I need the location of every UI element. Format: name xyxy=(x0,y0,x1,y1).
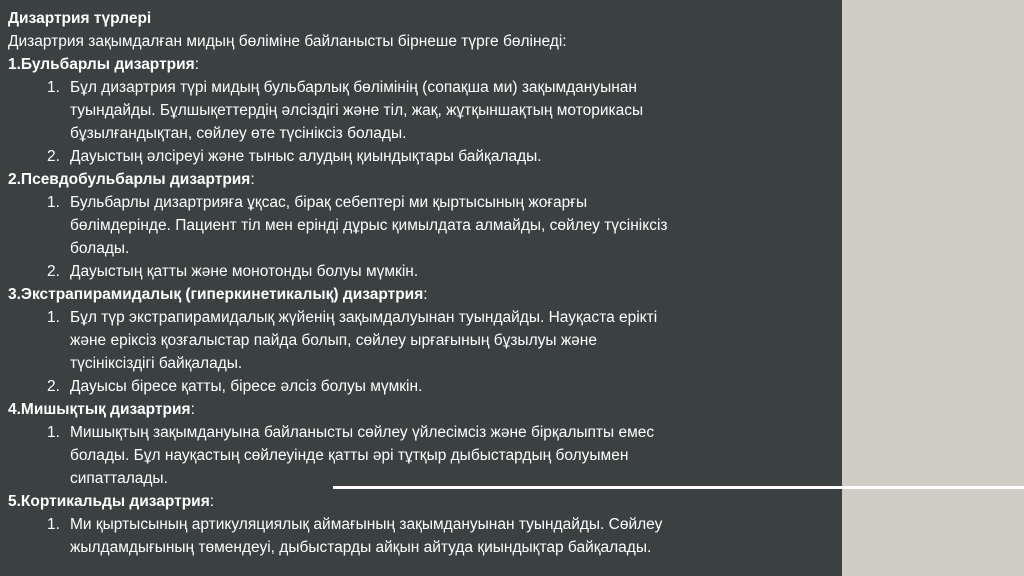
list-item-text-line: Дауыстың қатты және монотонды болуы мүмкін. xyxy=(70,263,419,280)
slide-intro: Дизартрия зақымдалған мидың бөліміне байланысты бірнеше түрге бөлінеді: xyxy=(8,33,567,50)
list-item-text-line: болады. Бұл науқастың сөйлеуінде қатты әрі тұтқыр дыбыстардың болуымен xyxy=(70,447,629,464)
list-item-number: 2. xyxy=(47,263,60,280)
list-item-text-line: Мишықтың зақымдануына байланысты сөйлеу үйлесімсіз және бірқалыпты емес xyxy=(70,424,655,441)
list-item-number: 1. xyxy=(47,516,60,533)
section-heading-text: 4.Мишықтық дизартрия xyxy=(8,401,191,418)
section-heading-text: 3.Экстрапирамидалық (гиперкинетикалық) дизартрия xyxy=(8,286,424,303)
list-item-text-line: бұзылғандықтан, сөйлеу өте түсініксіз болады. xyxy=(70,125,407,142)
section-heading xyxy=(8,490,828,513)
list-item-number: 1. xyxy=(47,424,60,441)
section-item-list xyxy=(8,513,828,559)
section-item-list xyxy=(8,191,828,283)
section-item-list xyxy=(8,306,828,398)
list-item-text-line: Бульбарлы дизартрияға ұқсас, бірақ себептері ми қыртысының жоғарғы xyxy=(70,194,588,211)
sections-container xyxy=(8,53,828,559)
list-item-number: 2. xyxy=(47,148,60,165)
slide-content xyxy=(8,7,828,559)
list-item-text-line: бөлімдерінде. Пациент тіл мен ерінді дұрыс қимылдата алмайды, сөйлеу түсініксіз xyxy=(70,217,668,234)
section-heading-colon: : xyxy=(209,493,215,510)
list-item xyxy=(8,191,828,260)
slide-title: Дизартрия түрлері xyxy=(8,10,152,27)
list-item-number: 1. xyxy=(47,79,60,96)
section-heading xyxy=(8,168,828,191)
list-item-text-line: Дауыстың әлсіреуі және тыныс алудың қиындықтары байқалады. xyxy=(70,148,542,165)
section-heading xyxy=(8,398,828,421)
list-item xyxy=(8,145,828,168)
section-item-list xyxy=(8,421,828,490)
list-item-text-line: сипатталады. xyxy=(70,470,168,487)
section-heading-text: 5.Кортикальды дизартрия xyxy=(8,493,210,510)
list-item-number: 1. xyxy=(47,309,60,326)
list-item xyxy=(8,260,828,283)
list-item-number: 1. xyxy=(47,194,60,211)
list-item-text-line: және еріксіз қозғалыстар пайда болып, сөйлеу ырғағының бұзылуы және xyxy=(70,332,597,349)
list-item-text-line: болады. xyxy=(70,240,130,257)
list-item xyxy=(8,375,828,398)
list-item-text-line: Ми қыртысының артикуляциялық аймағының зақымдануынан туындайды. Сөйлеу xyxy=(70,516,663,533)
section-heading xyxy=(8,53,828,76)
section-heading-text: 2.Псевдобульбарлы дизартрия xyxy=(8,171,251,188)
list-item-text-line: түсініксіздігі байқалады. xyxy=(70,355,243,372)
list-item-text-line: Дауысы біресе қатты, біресе әлсіз болуы мүмкін. xyxy=(70,378,423,395)
section-heading-colon: : xyxy=(423,286,428,303)
section-heading-colon: : xyxy=(194,56,200,73)
section-heading-text: 1.Бульбарлы дизартрия xyxy=(8,56,195,73)
list-item-text-line: Бұл түр экстрапирамидалық жүйенің зақымдалуынан туындайды. Науқаста ерікті xyxy=(70,309,658,326)
list-item-text-line: туындайды. Бұлшықеттердің әлсіздігі және тіл, жақ, жұтқыншақтың моторикасы xyxy=(70,102,644,119)
section-heading-colon: : xyxy=(250,171,255,188)
section-item-list xyxy=(8,76,828,168)
section-heading xyxy=(8,283,828,306)
right-side-panel xyxy=(842,0,1024,576)
list-item xyxy=(8,306,828,375)
list-item xyxy=(8,421,828,490)
list-item-text-line: Бұл дизартрия түрі мидың бульбарлық бөлімінің (сопақша ми) зақымдануынан xyxy=(70,79,637,96)
list-item-text-line: жылдамдығының төмендеуі, дыбыстарды айқын айтуда қиындықтар байқалады. xyxy=(70,539,652,556)
list-item xyxy=(8,76,828,145)
list-item xyxy=(8,513,828,559)
section-heading-colon: : xyxy=(190,401,195,418)
list-item-number: 2. xyxy=(47,378,60,395)
